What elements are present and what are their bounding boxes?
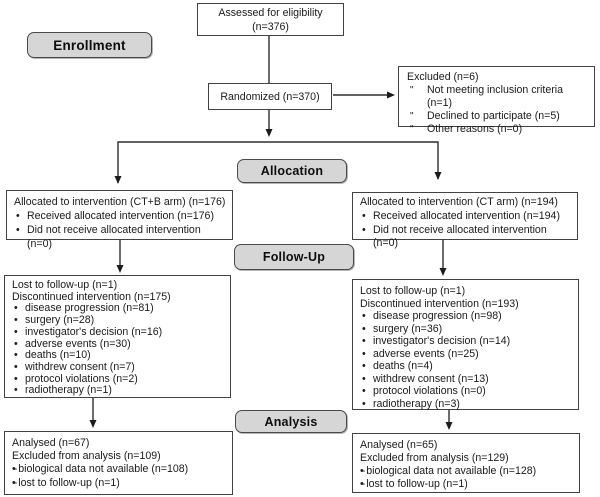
bullet-icon: • bbox=[362, 372, 366, 385]
ditto-bullet-icon: " bbox=[410, 85, 413, 96]
randomized-box bbox=[208, 83, 332, 110]
fu-left-item: • disease progression (n=81) bbox=[14, 302, 154, 315]
fu-left-item: • adverse events (n=30) bbox=[14, 337, 131, 350]
bullet-icon: • bbox=[362, 397, 366, 410]
fu-right-item: • investigator's decision (n=14) bbox=[362, 335, 511, 347]
randomized-text: Randomized (n=370) bbox=[220, 90, 320, 103]
bullet-icon: • bbox=[14, 384, 18, 397]
arrowhead-to-an-right bbox=[446, 422, 453, 430]
arrowhead-to-alloc-right bbox=[435, 172, 442, 180]
followup-ct-arm-box bbox=[352, 279, 579, 410]
an-left-item: •- lost to follow-up (n=1) bbox=[12, 476, 120, 489]
bullet-icon: • bbox=[14, 325, 18, 338]
assessed-count: (n=376) bbox=[252, 20, 289, 33]
bullet-icon: • bbox=[362, 335, 366, 347]
bullet-icon: • bbox=[14, 360, 18, 373]
an-left-item: •- biological data not available (n=108) bbox=[12, 463, 189, 476]
bullet-icon: • bbox=[362, 322, 366, 335]
stage-label-analysis: Analysis bbox=[235, 410, 347, 433]
bullet-icon: • bbox=[362, 209, 366, 222]
excluded-item: " Other reasons (n=0) bbox=[407, 123, 588, 136]
fu-left-discontinued: Discontinued intervention (n=175) bbox=[12, 290, 171, 303]
fu-right-item: • disease progression (n=98) bbox=[362, 310, 502, 322]
analysis-ctb-arm-box bbox=[4, 431, 233, 495]
analysis-ct-arm-box bbox=[352, 433, 580, 493]
assessed-for-eligibility-box bbox=[197, 3, 344, 36]
an-right-excluded: Excluded from analysis (n=129) bbox=[360, 452, 509, 464]
followup-ctb-arm-box bbox=[4, 275, 231, 398]
ditto-bullet-icon: " bbox=[410, 111, 413, 122]
arrowhead-to-fu-left bbox=[117, 265, 124, 273]
alloc-left-title: Allocated to intervention (CT+B arm) (n=176) bbox=[14, 196, 226, 208]
alloc-right-item: • Did not receive allocated intervention (n=0) bbox=[362, 223, 547, 250]
fu-right-item: • deaths (n=4) bbox=[362, 360, 433, 372]
excluded-item: " Declined to participate (n=5) bbox=[407, 110, 588, 123]
fu-right-item: • withdrew consent (n=13) bbox=[362, 372, 489, 385]
arrowhead-to-alloc-left bbox=[115, 176, 122, 184]
fu-right-item: • adverse events (n=25) bbox=[362, 347, 479, 360]
fu-left-item: • withdrew consent (n=7) bbox=[14, 360, 135, 373]
bullet-icon: • bbox=[14, 372, 18, 385]
alloc-left-item: • Received allocated intervention (n=176) bbox=[16, 210, 214, 222]
bullet-icon: • bbox=[362, 347, 366, 360]
bullet-icon: • bbox=[14, 337, 18, 350]
bullet-icon: • bbox=[14, 302, 18, 315]
fu-right-item: • surgery (n=36) bbox=[362, 322, 443, 335]
ditto-bullet-icon: " bbox=[410, 124, 413, 135]
arrowhead-to-an-left bbox=[90, 420, 97, 428]
arrowhead-to-excluded bbox=[387, 92, 395, 99]
alloc-left-item: • Did not receive allocated intervention (n=0) bbox=[16, 224, 201, 250]
an-right-item: •- lost to follow-up (n=1) bbox=[360, 478, 468, 490]
stage-label-enrollment: Enrollment bbox=[27, 32, 152, 58]
stage-label-followup: Follow-Up bbox=[234, 244, 354, 270]
an-left-excluded: Excluded from analysis (n=109) bbox=[12, 450, 161, 463]
fu-right-item: • radiotherapy (n=3) bbox=[362, 397, 460, 410]
fu-right-lost: Lost to follow-up (n=1) bbox=[360, 285, 466, 297]
fu-right-item: • protocol violations (n=0) bbox=[362, 385, 486, 397]
an-left-analysed: Analysed (n=67) bbox=[12, 437, 90, 449]
allocation-ct-arm-box bbox=[352, 192, 578, 250]
bullet-dash-icon: •- bbox=[12, 476, 16, 489]
bullet-icon: • bbox=[14, 314, 18, 327]
bullet-icon: • bbox=[362, 360, 366, 372]
alloc-right-item: • Received allocated intervention (n=194) bbox=[362, 209, 560, 222]
fu-left-item: • radiotherapy (n=1) bbox=[14, 384, 112, 397]
excluded-box bbox=[398, 66, 595, 135]
bullet-icon: • bbox=[362, 310, 366, 322]
fu-left-item: • surgery (n=28) bbox=[14, 314, 95, 327]
alloc-right-title: Allocated to intervention (CT arm) (n=194) bbox=[360, 196, 558, 208]
bullet-icon: • bbox=[362, 385, 366, 397]
arrowhead-to-fu-right bbox=[440, 268, 447, 276]
bullet-dash-icon: •- bbox=[12, 463, 16, 476]
an-right-item: •- biological data not available (n=128) bbox=[360, 465, 537, 477]
excluded-item: " Not meeting inclusion criteria (n=1) bbox=[407, 84, 588, 110]
arrowhead-to-branch bbox=[266, 129, 273, 137]
assessed-line1: Assessed for eligibility bbox=[218, 6, 323, 19]
fu-left-lost: Lost to follow-up (n=1) bbox=[12, 279, 118, 291]
fu-left-item: • protocol violations (n=2) bbox=[14, 372, 138, 385]
fu-left-item: • investigator's decision (n=16) bbox=[14, 325, 163, 338]
bullet-dash-icon: •- bbox=[360, 478, 364, 490]
bullet-icon: • bbox=[362, 223, 366, 236]
excluded-title: Excluded (n=6) bbox=[407, 71, 479, 83]
bullet-dash-icon: •- bbox=[360, 465, 364, 477]
bullet-icon: • bbox=[16, 224, 20, 236]
allocation-ctb-arm-box bbox=[6, 190, 233, 250]
an-right-analysed: Analysed (n=65) bbox=[360, 439, 438, 451]
bullet-icon: • bbox=[14, 349, 18, 362]
bullet-icon: • bbox=[16, 210, 20, 222]
fu-right-discontinued: Discontinued intervention (n=193) bbox=[360, 297, 519, 310]
fu-left-item: • deaths (n=10) bbox=[14, 349, 91, 362]
stage-label-allocation: Allocation bbox=[237, 159, 347, 183]
